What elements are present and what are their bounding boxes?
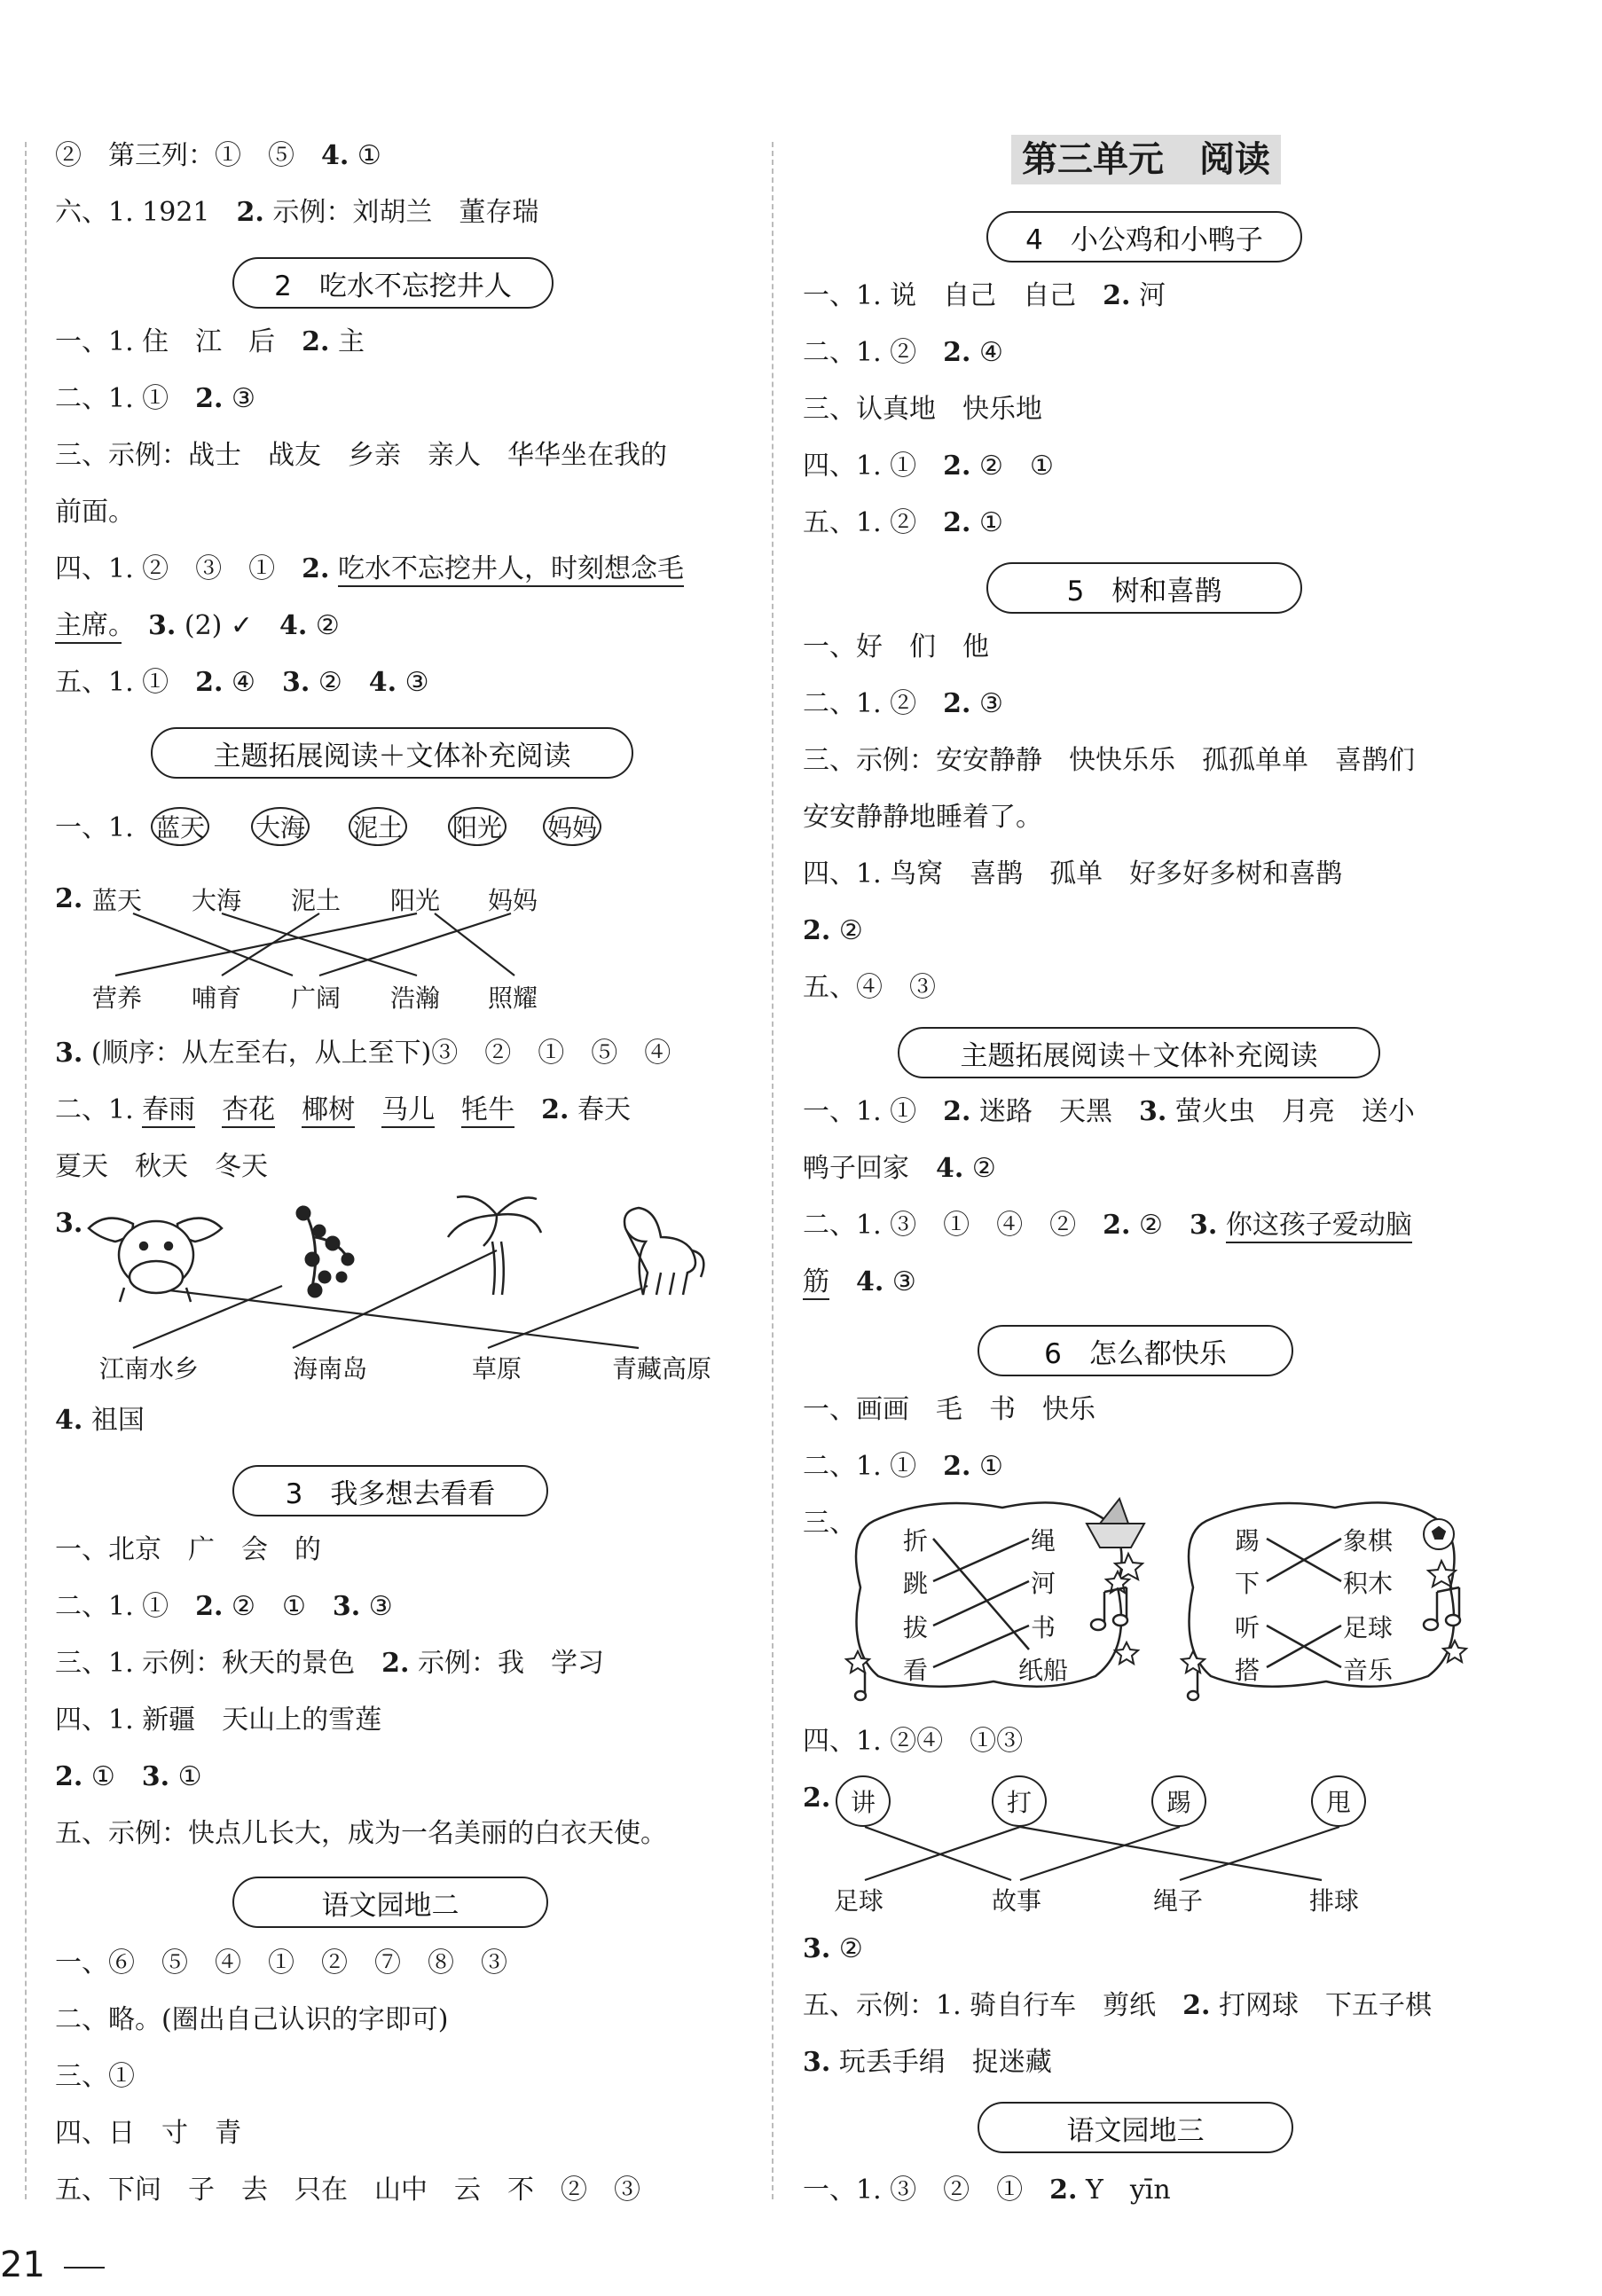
t2-line-1: 一、1. ① 2. 迷路 天黑 3. 萤火虫 月亮 送小 xyxy=(803,1096,1415,1127)
s6-line-2: 二、1. ① 2. ① xyxy=(803,1451,1003,1482)
g2-line-1: 一、⑥ ⑤ ④ ① ② ⑦ ⑧ ③ xyxy=(55,1947,507,1979)
t1-picture-label: 3. xyxy=(55,1208,83,1239)
match-bottom-word: 广阔 xyxy=(291,983,342,1013)
palm-tree-icon xyxy=(448,1196,541,1295)
s6-verb-label: 2. xyxy=(803,1783,831,1814)
box1-left-word: 折 xyxy=(903,1526,929,1555)
s3-line-1: 一、北京 广 会 的 xyxy=(55,1534,321,1565)
s3-line-2: 二、1. ① 2. ② ① 3. ③ xyxy=(55,1591,393,1622)
t1-line-3: 3. (顺序：从左至右，从上至下)③ ② ① ⑤ ④ xyxy=(55,1038,671,1069)
t1-line-5: 夏天 秋天 冬天 xyxy=(55,1151,268,1182)
lesson-2-title: 2 吃水不忘挖井人 xyxy=(232,257,554,309)
match-top-word: 大海 xyxy=(192,886,242,915)
activity-word: 足球 xyxy=(834,1886,884,1916)
s2-line-2: 二、1. ① 2. ③ xyxy=(55,383,255,414)
s5-line-4: 安安静静地睡着了。 xyxy=(803,802,1042,833)
soccer-ball-icon xyxy=(1424,1519,1454,1549)
match-top-word: 阳光 xyxy=(390,886,441,915)
page-number-dash xyxy=(64,2267,105,2269)
lesson-5-title: 5 树和喜鹊 xyxy=(986,562,1302,614)
g2-line-3: 三、① xyxy=(55,2061,135,2092)
box2-right-word: 象棋 xyxy=(1343,1526,1394,1555)
apricot-branch-icon xyxy=(297,1206,353,1297)
box2-left-word: 听 xyxy=(1235,1613,1260,1642)
circled-word: 大海 xyxy=(251,807,310,846)
place-label: 江南水乡 xyxy=(99,1354,200,1383)
lesson-4-title: 4 小公鸡和小鸭子 xyxy=(986,211,1302,263)
activity-box-2 xyxy=(1189,1502,1455,1686)
page-number: 21 xyxy=(0,2245,45,2285)
place-label: 青藏高原 xyxy=(612,1354,712,1383)
s4-line-4: 四、1. ① 2. ② ① xyxy=(803,451,1054,482)
match-bottom-word: 营养 xyxy=(92,983,143,1013)
paper-boat-icon xyxy=(1087,1499,1144,1548)
place-label: 海南岛 xyxy=(293,1354,368,1383)
t2-line-2: 鸭子回家 4. ② xyxy=(803,1153,996,1184)
match-top-word: 泥土 xyxy=(291,886,342,915)
s6-line-7: 五、示例：1. 骑自行车 剪纸 2. 打网球 下五子棋 xyxy=(803,1990,1433,2021)
s2-line-1: 一、1. 住 江 后 2. 主 xyxy=(55,326,365,357)
unit-title: 第三单元 阅读 xyxy=(1011,135,1281,184)
activity-box-1 xyxy=(856,1502,1122,1686)
box2-left-word: 踢 xyxy=(1235,1526,1260,1555)
s4-line-3: 三、认真地 快乐地 xyxy=(803,394,1042,425)
verb-circle: 讲 xyxy=(836,1775,891,1827)
t1-line-6: 4. 祖国 xyxy=(55,1405,145,1436)
theme-reading-title-2: 主题拓展阅读＋文体补充阅读 xyxy=(898,1027,1380,1078)
s2-line-4: 前面。 xyxy=(55,497,135,528)
place-label: 草原 xyxy=(472,1354,522,1383)
s4-line-5: 五、1. ② 2. ① xyxy=(803,507,1003,538)
s6-line-4: 四、1. ②④ ①③ xyxy=(803,1726,1024,1757)
s3-line-4: 四、1. 新疆 天山上的雪莲 xyxy=(55,1704,382,1736)
s6-line-8: 3. 玩丢手绢 捉迷藏 xyxy=(803,2047,1052,2078)
t1-line-1: 一、1. xyxy=(55,812,134,843)
s2-line-5: 四、1. ② ③ ① 2. 吃水不忘挖井人，时刻想念毛 xyxy=(55,553,684,585)
s3-line-3: 三、1. 示例：秋天的景色 2. 示例：我 学习 xyxy=(55,1648,605,1679)
circled-word: 泥土 xyxy=(349,807,407,846)
box1-right-word: 纸船 xyxy=(1018,1656,1069,1685)
s5-line-7: 五、④ ③ xyxy=(803,972,936,1003)
verb-circle: 踢 xyxy=(1151,1775,1206,1827)
box2-left-word: 下 xyxy=(1235,1569,1260,1598)
t2-line-4: 筋 4. ③ xyxy=(803,1266,916,1298)
garden-2-title: 语文园地二 xyxy=(232,1877,548,1928)
s2-line-7: 五、1. ① 2. ④ 3. ② 4. ③ xyxy=(55,667,429,698)
s5-line-2: 二、1. ② 2. ③ xyxy=(803,688,1003,719)
s3-line-6: 五、示例：快点儿长大，成为一名美丽的白衣天使。 xyxy=(55,1818,667,1849)
s3-line-5: 2. ① 3. ① xyxy=(55,1761,202,1792)
s6-line-6: 3. ② xyxy=(803,1933,863,1964)
circled-word: 蓝天 xyxy=(151,807,209,846)
verb-circle: 甩 xyxy=(1311,1775,1366,1827)
circled-word: 妈妈 xyxy=(543,807,601,846)
s6-line-1: 一、画画 毛 书 快乐 xyxy=(803,1394,1095,1425)
box2-right-word: 音乐 xyxy=(1343,1656,1394,1685)
g2-line-5: 五、下问 子 去 只在 山中 云 不 ② ③ xyxy=(55,2175,640,2206)
match-top-word: 妈妈 xyxy=(488,886,538,915)
box1-right-word: 书 xyxy=(1031,1613,1056,1642)
s5-line-1: 一、好 们 他 xyxy=(803,631,989,662)
s4-line-2: 二、1. ② 2. ④ xyxy=(803,337,1003,368)
match-bottom-word: 照耀 xyxy=(488,983,538,1013)
box1-left-word: 跳 xyxy=(903,1569,929,1598)
box2-right-word: 足球 xyxy=(1343,1613,1394,1642)
t1-line-4: 二、1. 春雨 杏花 椰树 马儿 牦牛 2. 春天 xyxy=(55,1094,631,1126)
box2-right-word: 积木 xyxy=(1343,1569,1394,1598)
g3-line-1: 一、1. ③ ② ① 2. Y yīn xyxy=(803,2175,1171,2206)
left-line-1: ② 第三列：① ⑤ 4. ① xyxy=(55,140,381,171)
s2-line-6: 主席。 3. (2) ✓ 4. ② xyxy=(55,610,340,642)
lesson-3-title: 3 我多想去看看 xyxy=(232,1465,548,1516)
ox-icon xyxy=(89,1219,222,1302)
s2-line-3: 三、示例：战士 战友 乡亲 亲人 华华坐在我的 xyxy=(55,440,667,471)
s6-line-3: 三、 xyxy=(803,1508,856,1539)
left-line-2: 六、1. 1921 2. 示例：刘胡兰 董存瑞 xyxy=(55,197,539,228)
garden-3-title: 语文园地三 xyxy=(978,2102,1293,2153)
horse-icon xyxy=(624,1208,703,1295)
s5-line-5: 四、1. 鸟窝 喜鹊 孤单 好多好多树和喜鹊 xyxy=(803,858,1343,889)
match-bottom-word: 浩瀚 xyxy=(390,983,441,1013)
box2-left-word: 搭 xyxy=(1235,1656,1260,1685)
box1-left-word: 拔 xyxy=(903,1613,929,1642)
match-bottom-word: 哺育 xyxy=(192,983,242,1013)
theme-reading-title-1: 主题拓展阅读＋文体补充阅读 xyxy=(151,727,633,779)
match-top-word: 蓝天 xyxy=(92,886,143,915)
s5-line-3: 三、示例：安安静静 快快乐乐 孤孤单单 喜鹊们 xyxy=(803,745,1415,776)
activity-word: 排球 xyxy=(1309,1886,1360,1916)
g2-line-4: 四、日 寸 青 xyxy=(55,2118,241,2149)
box1-right-word: 绳 xyxy=(1031,1526,1056,1555)
g2-line-2: 二、略。(圈出自己认识的字即可) xyxy=(55,2004,449,2035)
s5-line-6: 2. ② xyxy=(803,915,863,946)
box1-left-word: 看 xyxy=(903,1656,929,1685)
box1-right-word: 河 xyxy=(1031,1569,1056,1598)
verb-circle: 打 xyxy=(992,1775,1047,1827)
t2-line-3: 二、1. ③ ① ④ ② 2. ② 3. 你这孩子爱动脑 xyxy=(803,1210,1412,1242)
activity-word: 故事 xyxy=(992,1886,1042,1916)
activity-word: 绳子 xyxy=(1153,1886,1204,1916)
s4-line-1: 一、1. 说 自己 自己 2. 河 xyxy=(803,280,1166,311)
circled-word: 阳光 xyxy=(448,807,507,846)
lesson-6-title: 6 怎么都快乐 xyxy=(978,1325,1293,1376)
t1-match-label: 2. xyxy=(55,883,83,914)
